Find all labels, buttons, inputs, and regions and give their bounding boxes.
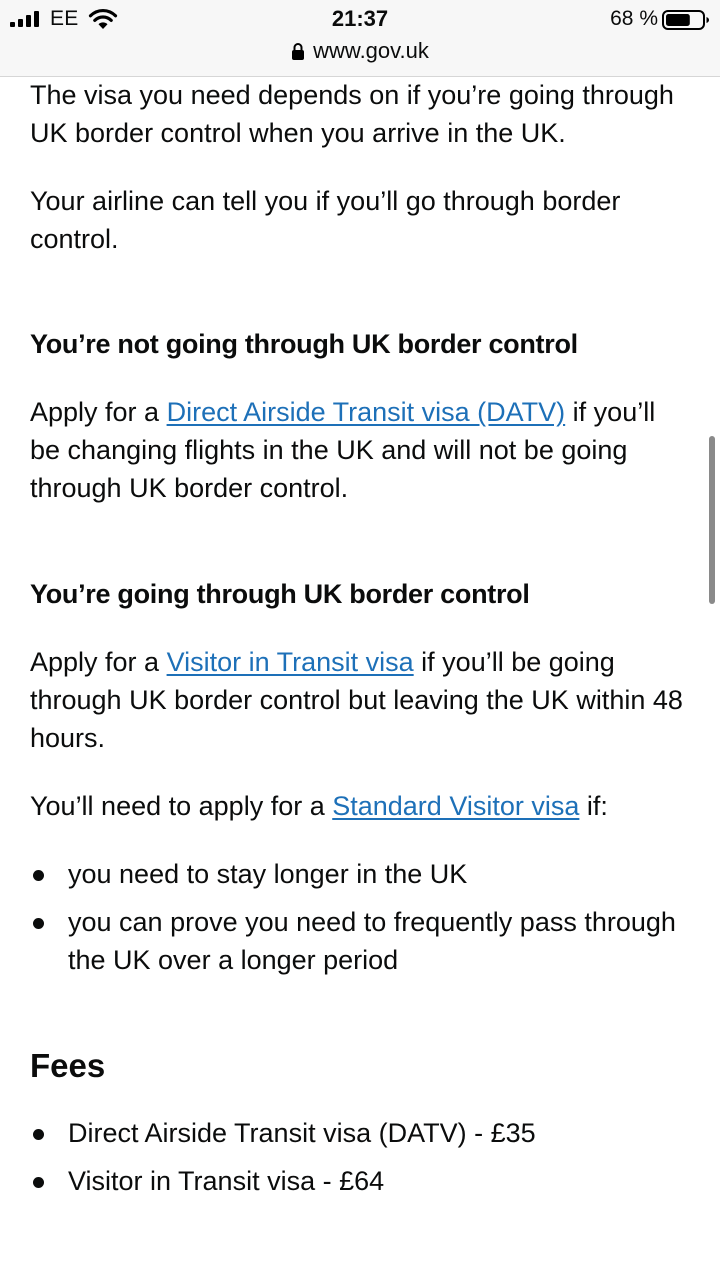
address-bar[interactable] (0, 37, 720, 65)
bullet-icon (33, 870, 44, 881)
list-item (30, 903, 690, 979)
heading-not-going-through-border: You’re not going through UK border control (30, 329, 578, 359)
visitor-transit-text-after: if you’ll be going through UK border control but leaving the UK within 48 hours. (30, 647, 683, 753)
intro-paragraph: The visa you need depends on if you’re going through UK border control when you arrive in the UK. (30, 80, 674, 148)
battery-icon (662, 10, 710, 30)
list-item (30, 855, 690, 893)
page-content (30, 76, 690, 1200)
status-bar (0, 0, 720, 40)
visitor-transit-paragraph (30, 643, 690, 757)
standard-visitor-paragraph (30, 787, 690, 825)
visitor-in-transit-link[interactable]: Visitor in Transit visa (166, 647, 414, 677)
list-item-text: you need to stay longer in the UK (68, 859, 468, 889)
url-text: www.gov.uk (313, 38, 429, 63)
standard-visitor-conditions-list (30, 855, 690, 979)
clock: 21:37 (331, 6, 389, 31)
airline-paragraph: Your airline can tell you if you’ll go through border control. (30, 186, 621, 254)
fees-heading: Fees (30, 1047, 106, 1084)
bullet-icon (33, 918, 44, 929)
fees-list (30, 1114, 690, 1200)
bullet-icon (33, 1129, 44, 1140)
fee-item-text: Direct Airside Transit visa (DATV) - £35 (68, 1118, 536, 1148)
lock-icon (291, 42, 305, 60)
datv-text-before: Apply for a (30, 397, 167, 427)
fee-item-text: Visitor in Transit visa - £64 (68, 1166, 385, 1196)
list-item (30, 1114, 690, 1152)
standard-visitor-text-after: if: (579, 791, 608, 821)
datv-paragraph (30, 393, 690, 507)
list-item-text: you can prove you need to frequently pass through the UK over a longer period (68, 907, 676, 975)
list-item (30, 1162, 690, 1200)
browser-bar (0, 0, 720, 77)
bullet-icon (33, 1177, 44, 1188)
datv-link[interactable]: Direct Airside Transit visa (DATV) (166, 397, 566, 427)
standard-visitor-link[interactable]: Standard Visitor visa (332, 791, 580, 821)
visitor-transit-text-before: Apply for a (30, 647, 167, 677)
standard-visitor-text-before: You’ll need to apply for a (30, 791, 333, 821)
scrollbar[interactable] (709, 436, 715, 604)
carrier-name: EE (50, 7, 79, 30)
heading-going-through-border: You’re going through UK border control (30, 579, 530, 609)
battery-percentage: 68 % (610, 7, 658, 30)
datv-text-after: if you’ll be changing flights in the UK and will not be going through UK border control. (30, 397, 656, 503)
